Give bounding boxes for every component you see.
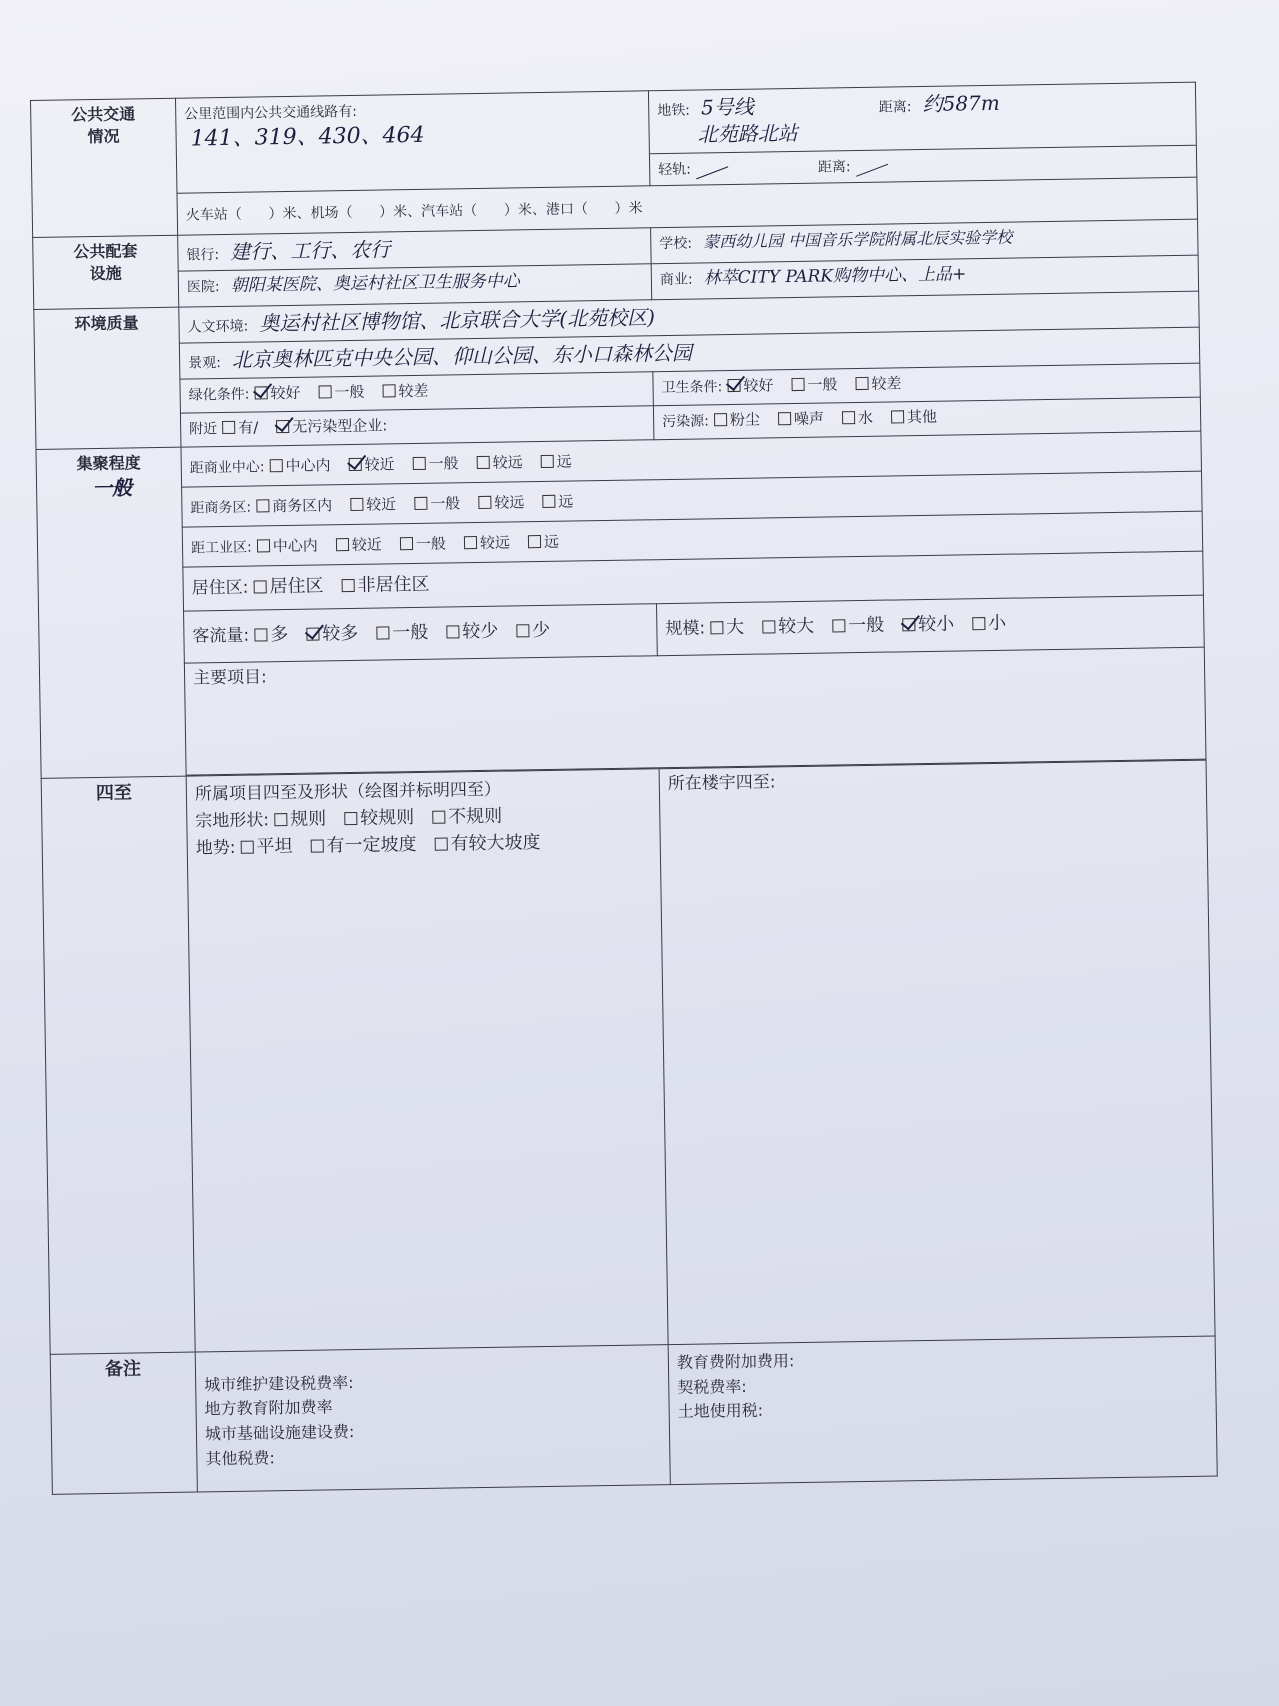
- checkbox-label: 有一定坡度: [326, 834, 417, 857]
- checkbox-icon[interactable]: [341, 579, 354, 592]
- checkbox-option[interactable]: [891, 407, 937, 428]
- survey-table: [30, 82, 1218, 1495]
- checkbox-option[interactable]: [254, 623, 288, 648]
- traffic-cell: [184, 604, 658, 663]
- checkbox-option[interactable]: [240, 835, 292, 860]
- section-transport: 公共交通 情况: [31, 98, 178, 237]
- checkbox-label: 一般: [430, 493, 461, 513]
- terrain-label: 地势:: [195, 838, 236, 859]
- building-boundaries-title: 所在楼宇四至:: [667, 772, 776, 795]
- project-boundaries-cell: [186, 769, 668, 1352]
- terrain-options: [240, 833, 558, 857]
- commercial-options: [269, 451, 589, 475]
- business-label: 距商务区:: [190, 499, 252, 517]
- checkbox-option[interactable]: [727, 375, 773, 396]
- checkbox-option[interactable]: [516, 619, 550, 644]
- sanitation-options: [727, 373, 919, 395]
- checkbox-icon[interactable]: [412, 456, 425, 469]
- checkbox-label: 较差: [398, 381, 429, 401]
- residential-options: [253, 575, 447, 597]
- checkbox-label: 较近: [364, 454, 395, 474]
- land-shape-options: [274, 806, 520, 829]
- residential-label: 居住区:: [191, 577, 249, 599]
- checkbox-icon[interactable]: [318, 385, 331, 398]
- bus-lines-value: 141、319、430、464: [190, 122, 425, 152]
- checkbox-label: 商务区内: [272, 495, 333, 515]
- checkbox-icon[interactable]: [274, 813, 287, 826]
- checkbox-option[interactable]: [348, 454, 394, 475]
- note-education-surcharge: 教育费附加费用:: [676, 1351, 795, 1372]
- subway-distance-label: 距离:: [878, 99, 912, 116]
- checkbox-label: 一般: [415, 534, 447, 553]
- checkbox-option[interactable]: [382, 381, 428, 402]
- checkbox-option[interactable]: [276, 415, 387, 437]
- checkbox-icon[interactable]: [778, 412, 791, 425]
- checkbox-option[interactable]: [832, 614, 884, 639]
- checkbox-icon[interactable]: [714, 413, 727, 426]
- checkbox-icon[interactable]: [310, 840, 323, 853]
- bank-value: 建行、工行、农行: [230, 237, 391, 264]
- checkbox-option[interactable]: [972, 612, 1006, 637]
- stations-line: 火车站（ ）米、机场（ ）米、汽车站（ ）米、港口（ ）米: [185, 199, 643, 224]
- checkbox-label: 远: [543, 532, 560, 551]
- checkbox-icon[interactable]: [528, 535, 541, 548]
- checkbox-icon[interactable]: [350, 497, 363, 510]
- bus-lines-cell: [175, 91, 649, 193]
- commerce-value: 林萃CITY PARK购物中心、上品+: [703, 264, 967, 289]
- checkbox-label: 无污染型企业:: [292, 416, 388, 436]
- checkbox-option[interactable]: [714, 410, 760, 431]
- bus-lines-label: 公里范围内公共交通线路有:: [184, 103, 358, 123]
- checkbox-icon[interactable]: [306, 628, 319, 641]
- property-survey-form: [30, 82, 1217, 1495]
- checkbox-label: 较差: [871, 374, 902, 393]
- checkbox-label: 较少: [462, 621, 499, 643]
- checkbox-label: 较大: [778, 616, 815, 638]
- checkbox-label: 少: [532, 620, 551, 642]
- checkbox-label: 一般: [428, 453, 459, 473]
- checkbox-label: 较近: [351, 535, 383, 554]
- checkbox-label: 较远: [479, 533, 511, 552]
- commerce-label: 商业:: [659, 271, 693, 289]
- section-environment: 环境质量: [34, 307, 181, 449]
- checkbox-option[interactable]: [412, 453, 458, 474]
- checkbox-option[interactable]: [710, 616, 744, 641]
- checkbox-option[interactable]: [256, 495, 332, 516]
- checkbox-label: 远: [558, 492, 574, 511]
- checkbox-label: 其他: [906, 407, 938, 427]
- subway-label: 地铁:: [657, 102, 691, 120]
- scenery-value: 北京奥林匹克中央公园、仰山公园、东小口森林公园: [231, 340, 693, 372]
- checkbox-option[interactable]: [400, 533, 446, 554]
- industrial-label: 距工业区:: [190, 539, 252, 557]
- checkbox-label: 不规则: [447, 805, 503, 828]
- checkbox-icon[interactable]: [254, 629, 267, 642]
- checkbox-icon[interactable]: [254, 386, 267, 399]
- checkbox-option[interactable]: [476, 452, 522, 473]
- subway-station-value: 北苑路北站: [697, 120, 798, 147]
- green-options: [254, 380, 446, 402]
- note-land-use-tax: 土地使用税:: [677, 1400, 764, 1422]
- nearby-label: 附近: [189, 421, 218, 438]
- scale-label: 规模:: [665, 618, 706, 640]
- checkbox-icon[interactable]: [516, 625, 529, 638]
- checkbox-icon[interactable]: [902, 619, 915, 632]
- checkbox-label: 较规则: [359, 806, 415, 829]
- checkbox-icon[interactable]: [400, 537, 413, 550]
- culture-label: 人文环境:: [187, 318, 249, 336]
- checkbox-option[interactable]: [336, 534, 382, 555]
- checkbox-icon[interactable]: [414, 496, 427, 509]
- building-boundaries-cell: [659, 760, 1215, 1345]
- checkbox-label: 有较大坡度: [450, 832, 541, 855]
- subway-distance-value: 约587m: [922, 90, 1000, 116]
- section-aggregation: 集聚程度 一般: [36, 447, 186, 778]
- checkbox-icon[interactable]: [344, 812, 357, 825]
- note-urban-maintenance-tax: 城市维护建设税费率:: [204, 1372, 354, 1395]
- checkbox-icon[interactable]: [541, 454, 554, 467]
- checkbox-option[interactable]: [432, 805, 502, 830]
- checkbox-icon[interactable]: [240, 841, 253, 854]
- note-other-taxes: 其他税费:: [205, 1447, 275, 1469]
- subway-line-value: 5号线: [700, 94, 754, 120]
- checkbox-label: 一般: [334, 382, 365, 402]
- notes-left: [195, 1345, 670, 1492]
- school-value: 蒙西幼儿园 中国音乐学院附属北辰实验学校: [702, 227, 1013, 252]
- checkbox-icon[interactable]: [727, 379, 740, 392]
- scale-cell: [656, 595, 1204, 656]
- checkbox-label: 粉尘: [729, 410, 761, 430]
- checkbox-label: 较好: [743, 376, 774, 395]
- checkbox-option[interactable]: [306, 622, 358, 647]
- checkbox-icon[interactable]: [476, 455, 489, 468]
- sanitation-label: 卫生条件:: [661, 379, 723, 397]
- checkbox-option[interactable]: [222, 417, 258, 438]
- checkbox-label: 有/: [238, 418, 259, 437]
- note-local-education-surcharge: 地方教育附加费率: [204, 1397, 333, 1419]
- scenery-label: 景观:: [188, 355, 221, 372]
- checkbox-option[interactable]: [464, 532, 510, 553]
- checkbox-label: 中心内: [285, 455, 331, 475]
- checkbox-option[interactable]: [528, 531, 559, 552]
- checkbox-icon[interactable]: [791, 378, 804, 391]
- section-notes: 备注: [50, 1352, 197, 1494]
- hospital-label: 医院:: [186, 279, 220, 296]
- traffic-options: [254, 621, 568, 645]
- checkbox-label: 非居住区: [357, 574, 430, 597]
- checkbox-option[interactable]: [434, 831, 540, 857]
- checkbox-option[interactable]: [350, 494, 396, 515]
- checkbox-option[interactable]: [762, 615, 814, 640]
- checkbox-option[interactable]: [446, 620, 498, 645]
- checkbox-icon[interactable]: [269, 459, 282, 472]
- checkbox-icon[interactable]: [276, 420, 289, 433]
- checkbox-option[interactable]: [257, 535, 318, 556]
- section-boundaries: 四至: [41, 776, 195, 1354]
- pollution-label: 污染源:: [662, 413, 709, 431]
- checkbox-label: 噪声: [793, 409, 825, 429]
- scale-options: [710, 614, 1024, 638]
- checkbox-label: 居住区: [269, 575, 324, 598]
- checkbox-icon[interactable]: [464, 536, 477, 549]
- section-facilities: 公共配套 设施: [33, 235, 179, 309]
- light-rail-slash: [696, 166, 728, 179]
- checkbox-icon[interactable]: [257, 539, 270, 552]
- checkbox-label: 较远: [494, 492, 525, 512]
- checkbox-option[interactable]: [542, 491, 573, 512]
- checkbox-option[interactable]: [842, 408, 873, 429]
- light-rail-label: 轻轨:: [658, 161, 692, 179]
- checkbox-option[interactable]: [274, 807, 326, 832]
- projects-cell: [184, 647, 1206, 775]
- checkbox-label: 较小: [918, 613, 955, 636]
- checkbox-label: 较近: [366, 494, 397, 514]
- business-options: [256, 491, 591, 515]
- checkbox-option[interactable]: [253, 575, 323, 600]
- checkbox-option[interactable]: [310, 833, 416, 859]
- checkbox-label: 一般: [807, 375, 838, 394]
- checkbox-icon[interactable]: [842, 411, 855, 424]
- checkbox-option[interactable]: [478, 492, 524, 513]
- checkbox-option[interactable]: [269, 455, 330, 476]
- land-shape-label: 宗地形状:: [195, 810, 270, 832]
- note-infrastructure-fee: 城市基础设施建设费:: [204, 1422, 355, 1444]
- project-boundaries-title: 所属项目四至及形状（绘图并标明四至）: [194, 779, 502, 805]
- checkbox-label: 平坦: [256, 836, 293, 858]
- checkbox-label: 较多: [322, 623, 359, 645]
- checkbox-icon[interactable]: [336, 538, 349, 551]
- checkbox-icon[interactable]: [855, 377, 868, 390]
- checkbox-icon[interactable]: [446, 626, 459, 639]
- checkbox-label: 大: [726, 617, 745, 639]
- checkbox-icon[interactable]: [222, 421, 235, 434]
- checkbox-option[interactable]: [318, 382, 364, 403]
- checkbox-icon[interactable]: [376, 627, 389, 640]
- culture-value: 奥运村社区博物馆、北京联合大学(北苑校区): [259, 305, 656, 336]
- checkbox-label: 多: [270, 624, 289, 646]
- checkbox-icon[interactable]: [710, 622, 723, 635]
- checkbox-icon[interactable]: [972, 617, 985, 630]
- subway-cell: [648, 82, 1196, 186]
- checkbox-option[interactable]: [778, 409, 824, 430]
- aggregation-handwritten: 一般: [91, 475, 133, 500]
- traffic-label: 客流量:: [192, 625, 250, 647]
- checkbox-option[interactable]: [376, 621, 428, 646]
- checkbox-option[interactable]: [254, 383, 300, 404]
- industrial-options: [257, 531, 577, 555]
- checkbox-icon[interactable]: [382, 384, 395, 397]
- commercial-label: 距商业中心:: [189, 458, 265, 477]
- checkbox-label: 较远: [492, 452, 523, 472]
- checkbox-label: 水: [857, 408, 874, 428]
- checkbox-label: 规则: [289, 808, 327, 830]
- checkbox-label: 中心内: [272, 536, 318, 555]
- checkbox-icon[interactable]: [348, 457, 361, 470]
- checkbox-label: 小: [988, 613, 1007, 635]
- checkbox-label: 较好: [270, 383, 301, 403]
- bank-label: 银行:: [186, 247, 220, 264]
- checkbox-icon[interactable]: [434, 838, 447, 851]
- checkbox-label: 远: [556, 452, 572, 471]
- checkbox-option[interactable]: [341, 573, 429, 599]
- school-label: 学校:: [659, 235, 693, 253]
- checkbox-icon[interactable]: [832, 620, 845, 633]
- checkbox-option[interactable]: [540, 451, 571, 472]
- checkbox-option[interactable]: [791, 374, 837, 395]
- checkbox-icon[interactable]: [432, 811, 445, 824]
- checkbox-option[interactable]: [902, 613, 954, 638]
- checkbox-icon[interactable]: [542, 494, 555, 507]
- checkbox-option[interactable]: [414, 493, 460, 514]
- checkbox-label: 一般: [848, 614, 885, 637]
- note-deed-tax-rate: 契税费率:: [677, 1376, 747, 1397]
- notes-right: [668, 1336, 1217, 1485]
- checkbox-icon[interactable]: [256, 499, 269, 512]
- hospital-value: 朝阳某医院、奥运村社区卫生服务中心: [230, 271, 520, 296]
- checkbox-icon[interactable]: [478, 495, 491, 508]
- checkbox-option[interactable]: [344, 806, 414, 831]
- pollution-options: [714, 407, 955, 430]
- light-rail-distance-label: 距离:: [817, 159, 851, 176]
- nearby-options: [222, 415, 405, 437]
- checkbox-option[interactable]: [855, 373, 901, 394]
- checkbox-icon[interactable]: [762, 621, 775, 634]
- light-rail-distance-slash: [856, 164, 888, 177]
- projects-label: 主要项目:: [192, 667, 267, 689]
- green-label: 绿化条件:: [188, 386, 250, 404]
- checkbox-icon[interactable]: [891, 410, 904, 423]
- checkbox-icon[interactable]: [253, 581, 266, 594]
- checkbox-label: 一般: [392, 622, 429, 644]
